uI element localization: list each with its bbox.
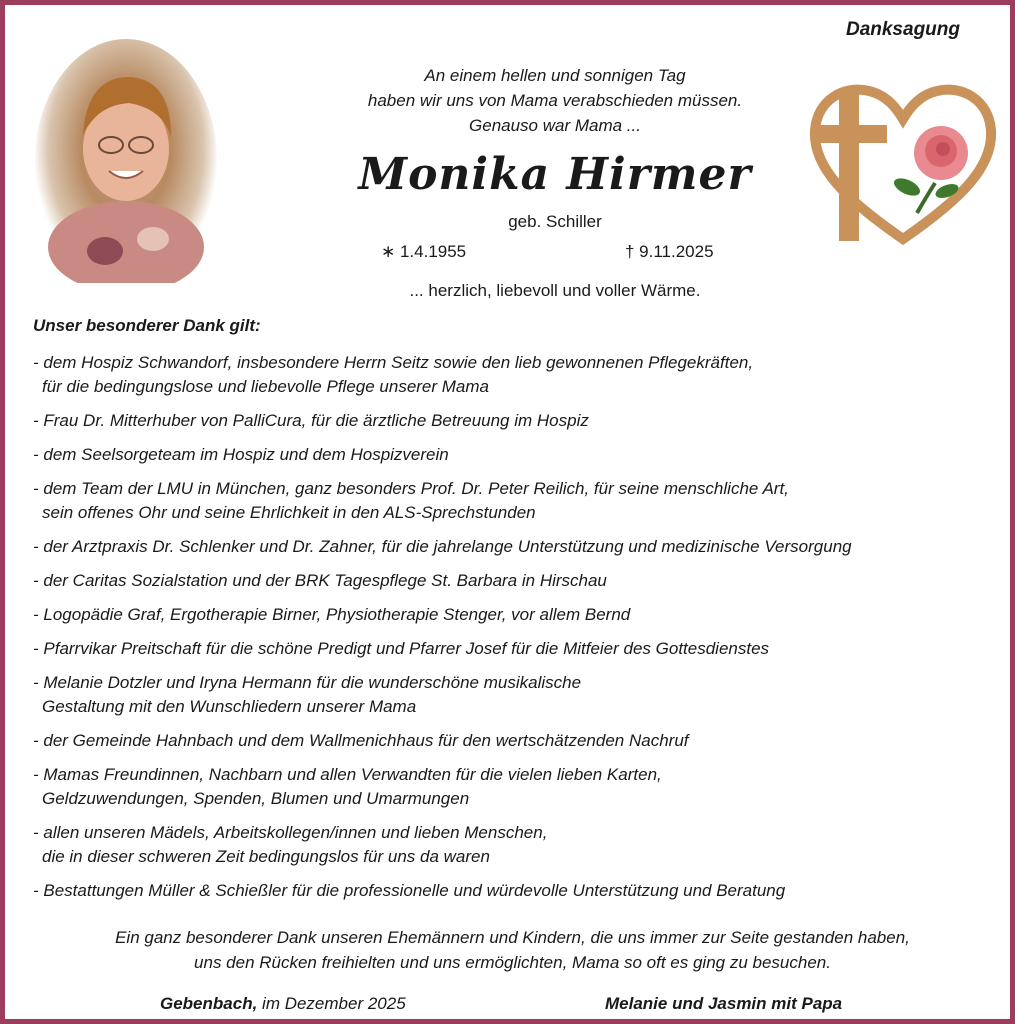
signature-date: im Dezember 2025	[257, 994, 406, 1013]
thanks-line: - dem Hospiz Schwandorf, insbesondere Herrn Seitz sowie den lieb gewonnenen Pflegekräften,	[33, 353, 754, 372]
thanks-item	[33, 569, 993, 593]
signature-place: Gebenbach,	[160, 994, 258, 1013]
thanks-line: - der Arztpraxis Dr. Schlenker und Dr. Zahner, für die jahrelange Unterstützung und medizinische Versorgung	[33, 537, 852, 556]
thanks-item	[33, 603, 993, 627]
thanks-line: - Logopädie Graf, Ergotherapie Birner, Physiotherapie Stenger, vor allem Bernd	[33, 605, 631, 624]
thanks-item	[33, 351, 993, 399]
thanks-line: - Mamas Freundinnen, Nachbarn und allen Verwandten für die vielen lieben Karten,	[33, 765, 662, 784]
intro-line: An einem hellen und sonnigen Tag	[424, 66, 686, 85]
thanks-line: - Bestattungen Müller & Schießler für die professionelle und würdevolle Unterstützung und Beratung	[33, 881, 786, 900]
thanks-line: - Pfarrvikar Preitschaft für die schöne Predigt und Pfarrer Josef für die Mitfeier des Gottesdienstes	[33, 639, 770, 658]
thanks-list	[33, 351, 993, 913]
thanks-item	[33, 729, 993, 753]
tagline: ... herzlich, liebevoll und voller Wärme.	[409, 281, 701, 300]
closing-line: Ein ganz besonderer Dank unseren Ehemännern und Kindern, die uns immer zur Seite gestanden haben,	[115, 928, 910, 947]
thanks-item	[33, 477, 993, 525]
thanks-line: - allen unseren Mädels, Arbeitskollegen/innen und lieben Menschen,	[33, 823, 548, 842]
thanks-line: - der Gemeinde Hahnbach und dem Wallmenichhaus für den wertschätzenden Nachruf	[33, 731, 689, 750]
intro-verse	[255, 63, 855, 138]
thanks-line: - dem Seelsorgeteam im Hospiz und dem Hospizverein	[33, 445, 449, 464]
closing-line: uns den Rücken freihielten und uns ermöglichten, Mama so oft es ging zu besuchen.	[194, 953, 831, 972]
death-date: † 9.11.2025	[625, 242, 714, 261]
thanks-item	[33, 821, 993, 869]
signature-names: Melanie und Jasmin mit Papa	[605, 994, 843, 1013]
thanks-line: Gestaltung mit den Wunschliedern unserer Mama	[42, 697, 417, 716]
thanks-line: - Melanie Dotzler und Iryna Hermann für die wunderschöne musikalische	[33, 673, 582, 692]
heading: Danksagung	[845, 19, 960, 40]
intro-line: Genauso war Mama ...	[469, 116, 641, 135]
thanks-line: sein offenes Ohr und seine Ehrlichkeit in den ALS-Sprechstunden	[42, 503, 536, 522]
thanks-line: Geldzuwendungen, Spenden, Blumen und Umarmungen	[42, 789, 470, 808]
thanks-item	[33, 671, 993, 719]
thanks-item	[33, 879, 993, 903]
portrait-photo	[35, 39, 217, 283]
birth-date: ∗ 1.4.1955	[381, 242, 467, 261]
thanks-line: - der Caritas Sozialstation und der BRK Tagespflege St. Barbara in Hirschau	[33, 571, 607, 590]
closing-paragraph	[25, 925, 1000, 975]
thanks-item	[33, 637, 993, 661]
thanks-line: - Frau Dr. Mitterhuber von PalliCura, für die ärztliche Betreuung im Hospiz	[33, 411, 589, 430]
thanks-item	[33, 535, 993, 559]
thanks-heading: Unser besonderer Dank gilt:	[33, 316, 261, 335]
signature-place-date	[160, 994, 406, 1014]
thanks-line: die in dieser schweren Zeit bedingungslos für uns da waren	[42, 847, 490, 866]
thanks-item	[33, 763, 993, 811]
thanks-item	[33, 409, 993, 433]
maiden-name: geb. Schiller	[508, 212, 602, 231]
deceased-name: Monika Hirmer	[358, 149, 752, 200]
intro-line: haben wir uns von Mama verabschieden müssen.	[367, 91, 743, 110]
thanks-item	[33, 443, 993, 467]
thanks-line: für die bedingungslose und liebevolle Pflege unserer Mama	[42, 377, 490, 396]
thanks-line: - dem Team der LMU in München, ganz besonders Prof. Dr. Peter Reilich, für seine menschliche Art,	[33, 479, 789, 498]
